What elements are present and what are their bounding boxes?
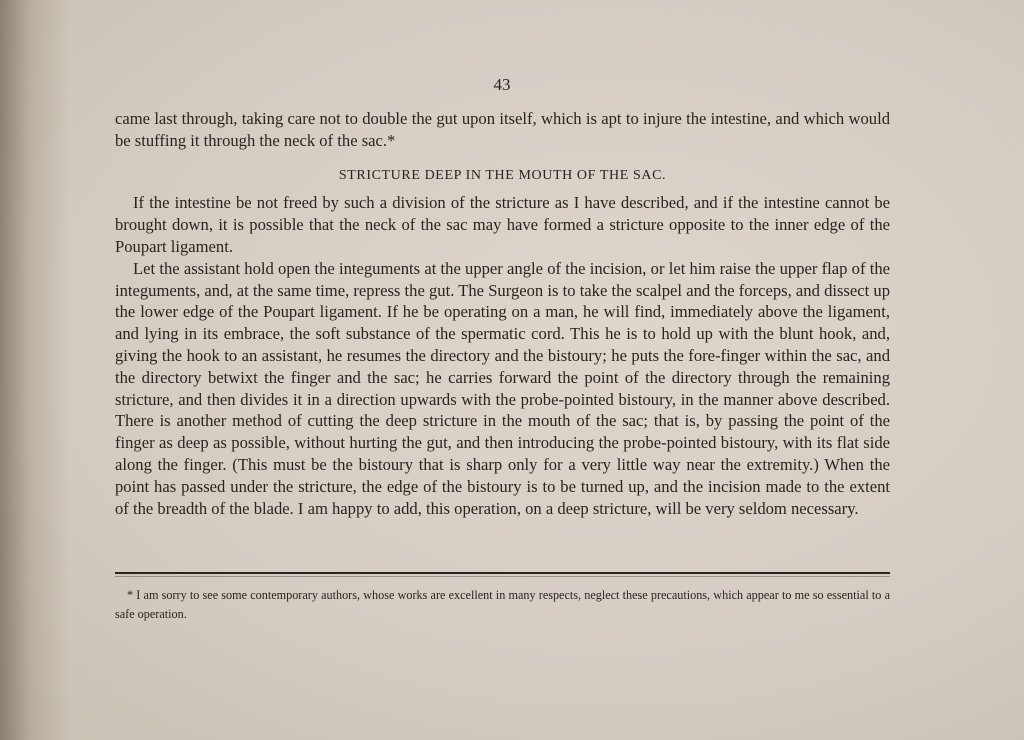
footnote-divider-shadow bbox=[115, 576, 890, 577]
footnote-text: * I am sorry to see some contemporary authors, whose works are excellent in many respects, neglect these precautions, which appear to me so essential to a safe operation. bbox=[115, 588, 890, 621]
footnote bbox=[115, 586, 890, 624]
main-text bbox=[115, 108, 890, 519]
paragraph-2: Let the assistant hold open the integuments at the upper angle of the incision, or let him raise the upper flap of the integuments, and, at the same time, repress the gut. The Surgeon is to take the scalpel and the forceps, and dissect up the lower edge of the Poupart ligament. If he be operating on a man, he will find, immediately above the ligament, and lying in its embrace, the soft substance of the spermatic cord. This he is to hold up with the blunt hook, and, giving the hook to an assistant, he resumes the directory and the bistoury; he puts the fore-finger within the sac, and the directory betwixt the finger and the sac; he carries forward the point of the directory through the remaining stricture, and then divides it in a direction upwards with the probe-pointed bistoury, in the manner above described. There is another method of cutting the deep stricture in the mouth of the sac; that is, by passing the point of the finger as deep as possible, without hurting the gut, and then introducing the probe-pointed bistoury, with its flat side along the finger. (This must be the bistoury that is sharp only for a very little way near the extremity.) When the point has passed under the stricture, the edge of the bistoury is to be turned up, and the incision made to the extent of the breadth of the blade. I am happy to add, this operation, on a deep stricture, will be very seldom necessary. bbox=[115, 258, 890, 518]
section-heading: STRICTURE DEEP IN THE MOUTH OF THE SAC. bbox=[338, 167, 667, 183]
footnote-divider bbox=[115, 572, 890, 574]
intro-paragraph: came last through, taking care not to double the gut upon itself, which is apt to injure the intestine, and which would be stuffing it through the neck of the sac.* bbox=[115, 109, 890, 150]
page-number: 43 bbox=[493, 75, 511, 94]
paragraph-1: If the intestine be not freed by such a division of the stricture as I have described, and if the intestine cannot be brought down, it is possible that the neck of the sac may have formed a stricture opposite to the inner edge of the Poupart ligament. bbox=[115, 193, 890, 256]
